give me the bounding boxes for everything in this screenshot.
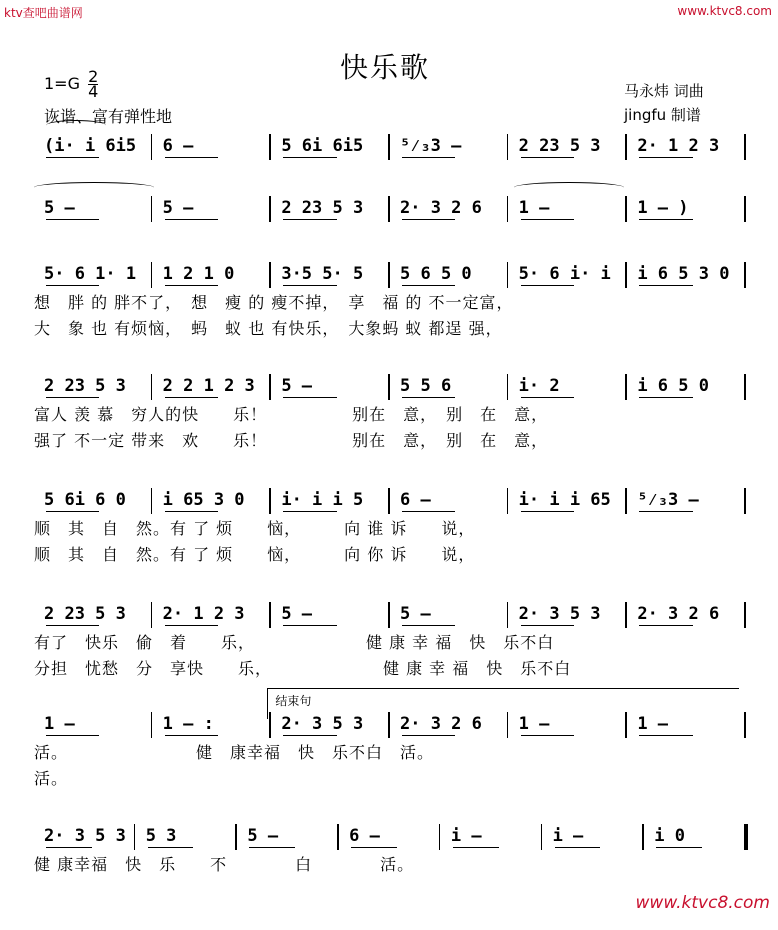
measure: 5 6i 6i5 [281,136,364,156]
watermark-top-right: www.ktvc8.com [677,4,772,18]
measure: i· 2 [518,376,560,396]
song-title: 快乐歌 [340,51,431,84]
beam-underline [283,511,336,512]
barline [744,824,748,850]
beam-underline [46,735,99,736]
measure: 5 – [281,376,313,396]
measure: 2 2 1 2 3 [162,376,255,396]
measure: 5· 6 1· 1 [44,264,137,284]
beam-underline [656,847,702,848]
measure: 2· 3 2 6 [637,604,720,624]
lyric-line: 强了 不一定 带来 欢 乐！ 别在 意， 别 在 意， [34,431,549,450]
beam-underline [283,735,336,736]
barline [151,602,153,628]
beam-underline [521,285,574,286]
beam-underline [521,219,574,220]
beam-underline [148,847,194,848]
beam-underline [46,157,99,158]
beam-underline [521,625,574,626]
measure: 1 – [44,714,75,734]
barline [625,262,627,288]
barline [625,196,627,222]
measure: 5 5 6 [400,376,452,396]
barline [151,196,153,222]
beam-underline [46,847,92,848]
barline [507,374,509,400]
measure: i – [552,826,584,846]
beam-underline [402,157,455,158]
lyric-line: 健 康幸福 快 乐 不 白 活。 [34,855,415,874]
beam-underline [46,285,99,286]
lyric-line: 富人 羡 慕 穷人的快 乐！ 别在 意， 别 在 意， [34,405,549,424]
measure: 5 – [281,604,313,624]
score-system-8 [34,818,746,930]
barline [151,262,153,288]
measure: 2 23 5 3 [44,604,126,624]
transcriber: jingfu 制谱 [624,106,701,124]
beam-underline [521,157,574,158]
beam-underline [165,625,218,626]
barline [744,196,746,222]
lyric-line: 想 胖 的 胖不了， 想 瘦 的 瘦不掉， 享 福 的 不一定富， [34,293,514,312]
lyric-line: 顺 其 自 然。有 了 烦 恼， 向 谁 诉 说， [34,519,476,538]
barline [151,134,153,160]
measure: ⁵⁄₃3 – [400,135,462,156]
beam-underline [46,625,99,626]
measure: 2· 1 2 3 [637,136,720,156]
barline [642,824,644,850]
measure: 5 – [400,604,431,624]
measure: 2· 3 5 3 [281,714,364,734]
measure: 2 23 5 3 [281,198,364,218]
beam-underline [453,847,499,848]
beam-underline [639,285,692,286]
beam-underline [283,157,336,158]
beam-underline [283,219,336,220]
measure: 6 – [349,826,380,846]
measure: 1 – [518,198,550,218]
barline [744,262,746,288]
measure: 6 – [162,136,194,156]
score-system-5 [34,482,746,594]
slur [46,120,106,131]
lyric-line: 活。 [34,769,69,788]
barline [625,374,627,400]
ending-bracket [267,688,739,719]
measure: 5 – [247,826,279,846]
barline [151,712,153,738]
beam-underline [639,157,692,158]
barline [388,262,390,288]
beam-underline [555,847,601,848]
beam-underline [165,735,218,736]
watermark-bottom-right: www.ktvc8.com [635,893,770,913]
tempo-marking: 诙谐、富有弹性地 [44,107,173,126]
beam-underline [46,219,99,220]
measure: i· i i 5 [281,490,364,510]
beam-underline [249,847,295,848]
barline [388,196,390,222]
beam-underline [351,847,397,848]
score-system-7 [34,694,746,818]
key-label: 1=G [44,74,80,93]
measure: 5 – [44,198,75,218]
measure: 1 – ) [637,198,689,218]
barline [541,824,543,850]
tie [34,182,154,193]
beam-underline [639,397,692,398]
measure: 1 – : [162,714,214,734]
barline [507,602,509,628]
barline [269,374,271,400]
barline [134,824,136,850]
barline [269,134,271,160]
beam-underline [402,511,455,512]
measure: 3·5 5· 5 [281,264,364,284]
beam-underline [521,397,574,398]
score-system-4 [34,368,746,480]
measure: 6 – [400,490,431,510]
barline [269,262,271,288]
measure: ⁵⁄₃3 – [637,489,699,510]
barline [744,602,746,628]
beam-underline [521,735,574,736]
measure: 2 23 5 3 [44,376,126,396]
barline [744,134,746,160]
beam-underline [283,285,336,286]
barline [269,602,271,628]
barline [388,602,390,628]
beam-underline [639,511,692,512]
measure: 2 23 5 3 [518,136,601,156]
watermark-top-left: ktv查吧曲谱网 [4,6,83,20]
measure: 5 – [162,198,194,218]
beam-underline [165,511,218,512]
measure: i 0 [654,826,685,846]
measure: 5 6 5 0 [400,264,472,284]
barline [235,824,237,850]
measure: 1 – [518,714,550,734]
beam-underline [402,397,455,398]
barline [625,134,627,160]
beam-underline [165,157,218,158]
measure: i· i i 65 [518,490,611,510]
score-system-3 [34,256,746,368]
barline [269,196,271,222]
barline [625,488,627,514]
barline [151,374,153,400]
beam-underline [402,285,455,286]
beam-underline [521,511,574,512]
beam-underline [639,625,692,626]
beam-underline [46,511,99,512]
barline [507,262,509,288]
measure: 1 2 1 0 [162,264,235,284]
measure: 1 – [637,714,669,734]
tie [514,182,624,193]
barline [388,374,390,400]
time-numerator: 2 [88,67,99,86]
measure: 2· 3 5 3 [44,826,126,846]
beam-underline [639,735,692,736]
measure: i 6 5 0 [637,376,709,396]
beam-underline [165,397,218,398]
time-denominator: 4 [88,82,99,101]
barline [507,196,509,222]
barline [744,488,746,514]
barline [337,824,339,850]
barline [151,488,153,514]
barline [744,712,746,738]
barline [744,374,746,400]
beam-underline [165,219,218,220]
measure: (i· i 6i5 [44,136,137,156]
beam-underline [283,397,336,398]
barline [625,602,627,628]
barline [388,134,390,160]
lyric-line: 分担 忧愁 分 享快 乐， 健 康 幸 福 快 乐不白 [34,659,572,678]
barline [439,824,441,850]
measure: 5 3 [145,826,177,846]
key-signature [44,67,99,101]
beam-underline [283,625,336,626]
measure: 2· 1 2 3 [162,604,245,624]
beam-underline [165,285,218,286]
beam-underline [46,397,99,398]
section-label: 结束句 [275,694,312,708]
beam-underline [402,735,455,736]
measure: 5 6i 6 0 [44,490,126,510]
measure: 5· 6 i· i [518,264,611,284]
measure: i 65 3 0 [162,490,245,510]
measure: 2· 3 5 3 [518,604,601,624]
lyric-line: 顺 其 自 然。有 了 烦 恼， 向 你 诉 说， [34,545,476,564]
lyric-line: 有了 快乐 偷 着 乐， 健 康 幸 福 快 乐不白 [34,633,555,652]
measure: 2· 3 2 6 [400,198,482,218]
time-signature [88,67,99,101]
lyric-line: 活。 健 康幸福 快 乐不白 活。 [34,743,435,762]
barline [507,134,509,160]
beam-underline [402,219,455,220]
barline [507,488,509,514]
measure: 2· 3 2 6 [400,714,482,734]
lyric-line: 大 象 也 有烦恼， 蚂 蚁 也 有快乐， 大象蚂 蚁 都逞 强， [34,319,503,338]
lyricist-composer: 马永炜 词曲 [624,82,704,100]
barline [388,488,390,514]
beam-underline [639,219,692,220]
beam-underline [402,625,455,626]
measure: i 6 5 3 0 [637,264,730,284]
barline [269,488,271,514]
measure: i – [450,826,482,846]
